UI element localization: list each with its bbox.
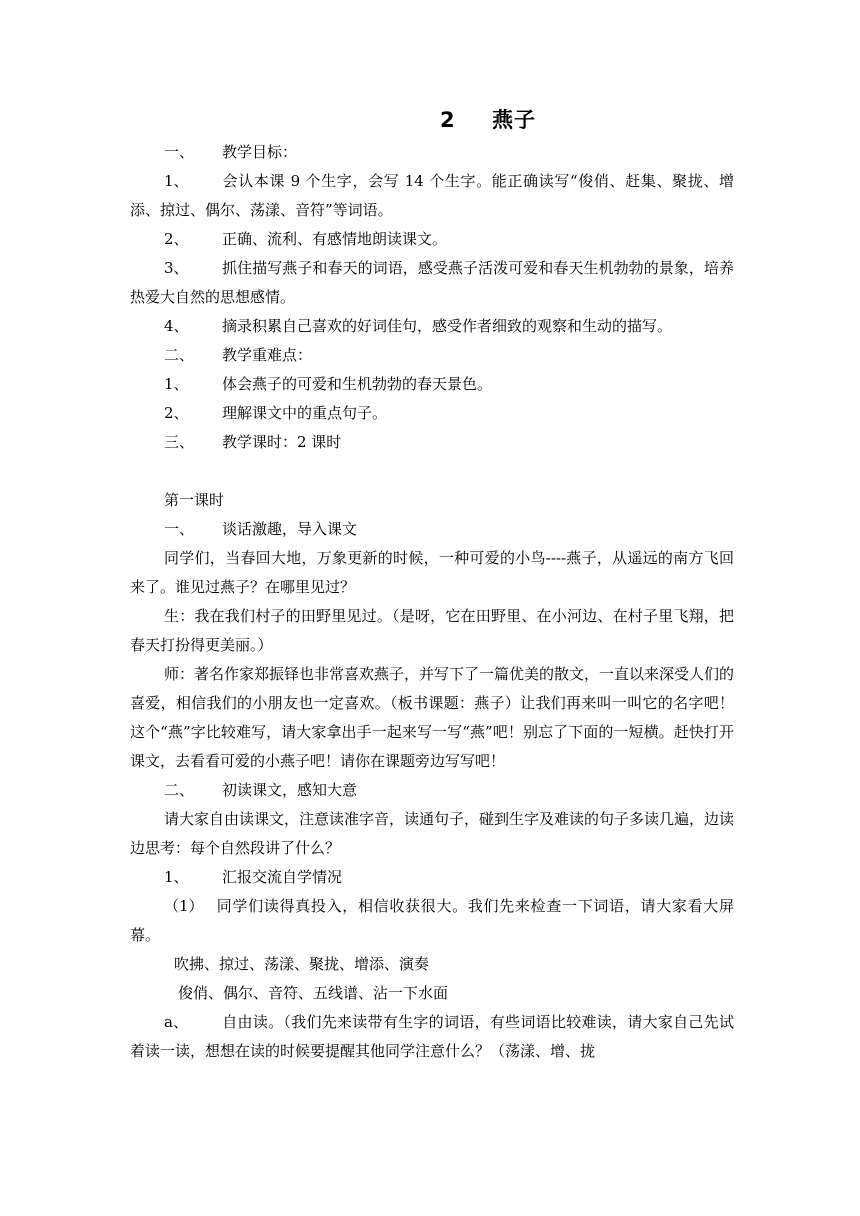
list-marker: a、: [164, 1013, 188, 1031]
difficulty-text: 体会燕子的可爱和生机勃勃的春天景色。: [222, 375, 493, 393]
goal-item: [130, 225, 734, 254]
sub-item-text: 同学们读得真投入，相信收获很大。我们先来检查一下词语，请大家看大屏幕。: [130, 897, 734, 944]
lesson-heading: 第一课时: [164, 491, 225, 509]
difficulty-item: [130, 399, 734, 428]
hours-line: [130, 428, 734, 457]
list-marker: 3、: [164, 259, 189, 277]
list-marker: 1、: [164, 172, 189, 190]
list-marker: 一、: [164, 520, 195, 538]
list-marker: 2、: [164, 230, 189, 248]
difficulty-item: [130, 370, 734, 399]
paragraph: 生：我在我们村子的田野里见过。（是呀，它在田野里、在小河边、在村子里飞翔，把春天打扮得更美丽。）: [130, 607, 734, 654]
paragraph: 师：著名作家郑振铎也非常喜欢燕子，并写下了一篇优美的散文，一直以来深受人们的喜爱，相信我们的小朋友也一定喜欢。（板书课题：燕子）让我们再来叫一叫它的名字吧！这个“燕”字比较难写，请大家拿出手一起来写一写“燕”吧！别忘了下面的一短横。赶快打开课文，去看看可爱的小燕子吧！请你在课题旁边写写吧！: [130, 665, 735, 770]
step-heading: [130, 515, 734, 544]
goal-text: 抓住描写燕子和春天的词语，感受燕子活泼可爱和春天生机勃勃的景象，培养热爱大自然的思想感情。: [130, 259, 734, 306]
sub-heading: [130, 863, 734, 892]
goal-item: [130, 167, 734, 225]
list-marker: 一、: [164, 143, 195, 161]
difficulty-heading: [130, 341, 734, 370]
difficulty-text: 理解课文中的重点句子。: [222, 404, 388, 422]
step-text: 谈话激趣，导入课文: [222, 520, 358, 538]
list-marker: 1、: [164, 375, 189, 393]
paragraph: 请大家自由读课文，注意读准字音，读通句子，碰到生字及难读的句子多读几遍，边读边思考：每个自然段讲了什么？: [130, 810, 735, 857]
paragraph: 同学们，当春回大地，万象更新的时候，一种可爱的小鸟----燕子，从遥远的南方飞回来了。谁见过燕子？在哪里见过？: [130, 549, 734, 596]
goal-item: [130, 312, 734, 341]
goal-text: 摘录积累自己喜欢的好词佳句，感受作者细致的观察和生动的描写。: [222, 317, 673, 335]
lesson-title-text: 燕子: [492, 108, 536, 132]
heading-text: 教学重难点：: [222, 346, 313, 364]
sub-item: [130, 892, 734, 950]
list-marker: （1）: [164, 897, 204, 915]
goal-item: [130, 254, 734, 312]
word-list: 吹拂、掠过、荡漾、聚拢、增添、演奏: [174, 955, 430, 973]
sub-item-text: 自由读。（我们先来读带有生字的词语，有些词语比较难读，请大家自己先试着读一读，想想在读的时候要提醒其他同学注意什么？（荡漾、增、拢: [130, 1013, 734, 1060]
sub-text: 汇报交流自学情况: [222, 868, 343, 886]
goals-heading: [130, 138, 734, 167]
lesson-number: 2: [440, 108, 456, 132]
goal-text: 会认本课 9 个生字，会写 14 个生字。能正确读写“俊俏、赶集、聚拢、增添、掠过、偶尔、荡漾、音符”等词语。: [130, 172, 734, 219]
list-marker: 三、: [164, 433, 195, 451]
document-body: [130, 138, 734, 1066]
list-marker: 二、: [164, 781, 195, 799]
blank-line: [130, 457, 734, 486]
list-marker: 2、: [164, 404, 189, 422]
list-marker: 二、: [164, 346, 195, 364]
list-marker: 4、: [164, 317, 189, 335]
step-heading: [130, 776, 734, 805]
lesson-title: [440, 104, 536, 134]
list-marker: 1、: [164, 868, 189, 886]
step-text: 初读课文，感知大意: [222, 781, 358, 799]
word-list: 俊俏、偶尔、音符、五线谱、沾一下水面: [178, 984, 449, 1002]
goal-text: 正确、流利、有感情地朗读课文。: [222, 230, 448, 248]
heading-text: 教学目标：: [222, 143, 298, 161]
sub-item: [130, 1008, 734, 1066]
hours-text: 教学课时：2 课时: [222, 433, 342, 451]
